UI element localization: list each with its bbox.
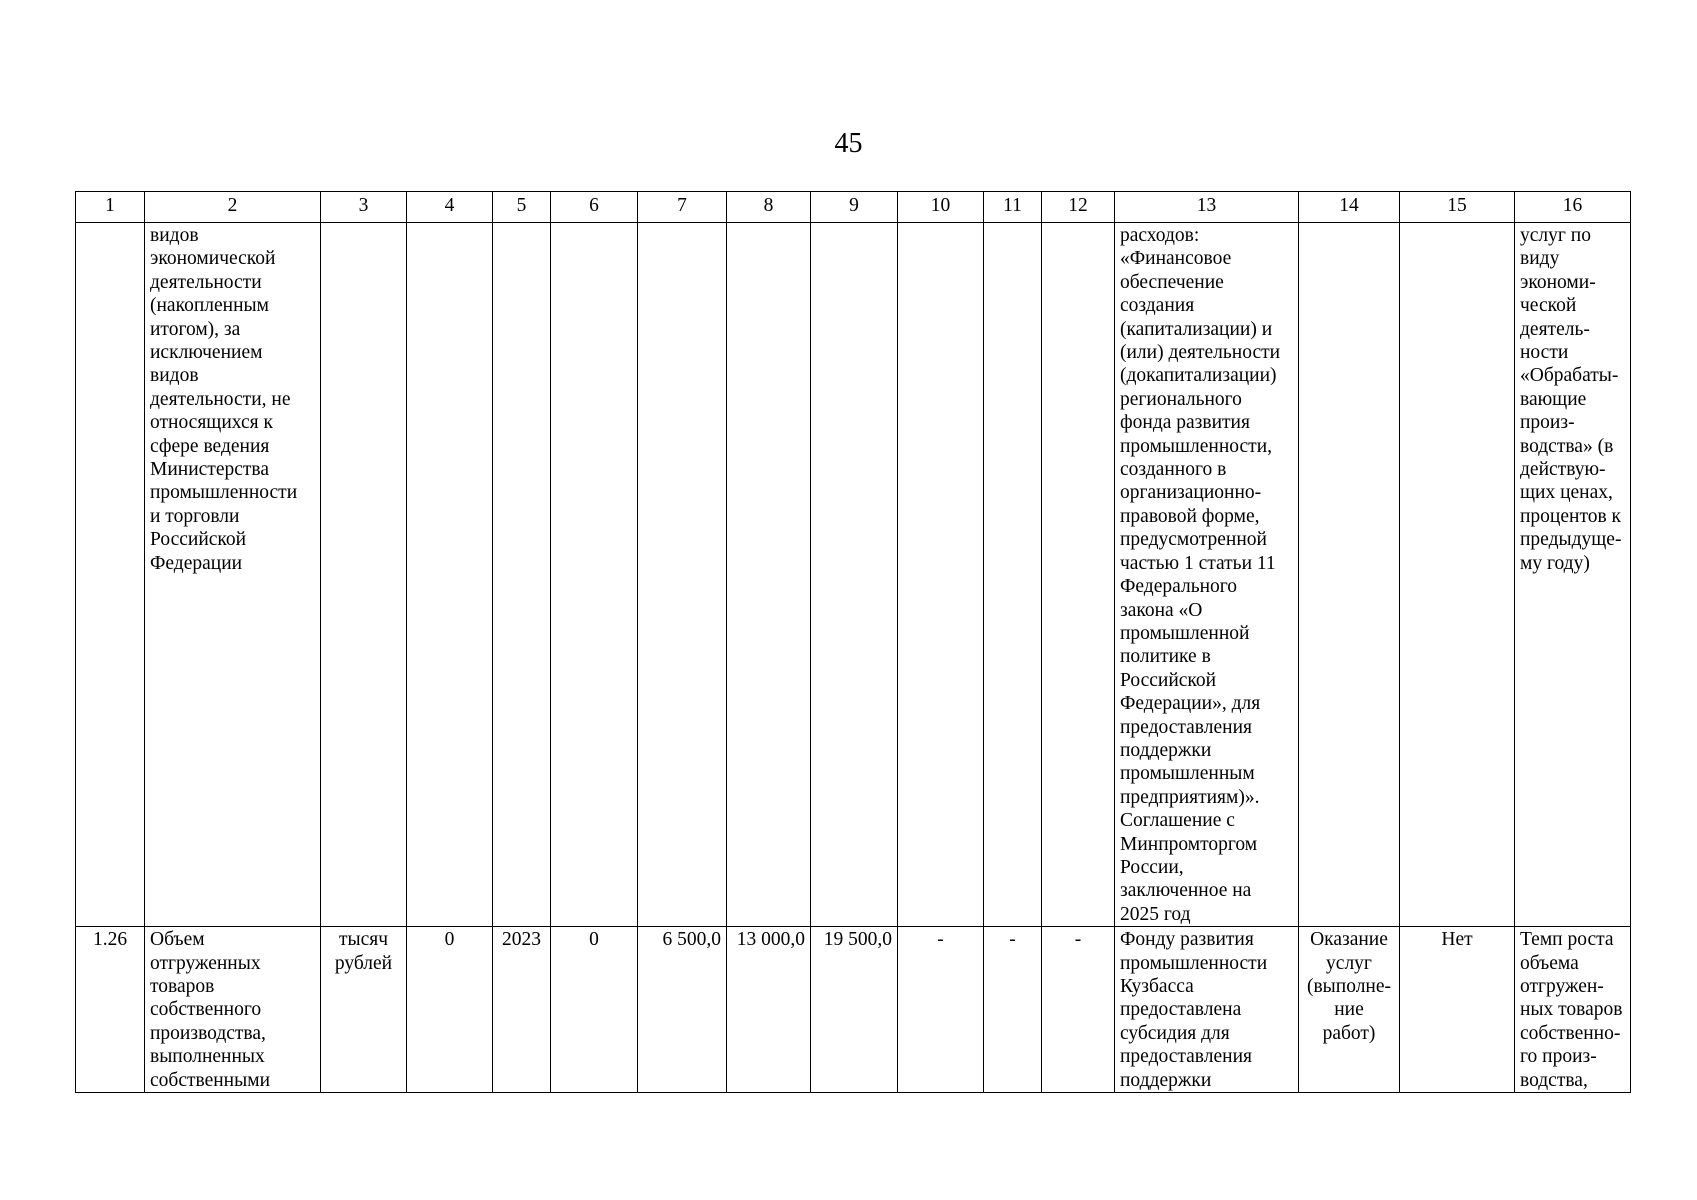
header-cell-3: 3 xyxy=(321,192,407,223)
empty-cell xyxy=(321,223,407,927)
unit-cell: тысяч рублей xyxy=(321,927,407,1093)
header-cell-12: 12 xyxy=(1042,192,1115,223)
header-cell-13: 13 xyxy=(1115,192,1299,223)
indicators-table xyxy=(75,191,1631,1093)
header-cell-7: 7 xyxy=(638,192,727,223)
header-cell-5: 5 xyxy=(493,192,551,223)
value-cell-12: - xyxy=(1042,927,1115,1093)
value-cell-10: - xyxy=(898,927,984,1093)
header-cell-1: 1 xyxy=(76,192,145,223)
empty-cell xyxy=(984,223,1042,927)
table-row-1-26 xyxy=(76,927,1631,1093)
empty-cell xyxy=(551,223,638,927)
flag-cell: Нет xyxy=(1400,927,1515,1093)
base-year-cell: 2023 xyxy=(493,927,551,1093)
value-cell-8: 13 000,0 xyxy=(727,927,811,1093)
empty-cell xyxy=(1400,223,1515,927)
value-cell-7: 6 500,0 xyxy=(638,927,727,1093)
value-cell-11: - xyxy=(984,927,1042,1093)
row-number-cell: 1.26 xyxy=(76,927,145,1093)
empty-cell xyxy=(1299,223,1400,927)
empty-cell xyxy=(727,223,811,927)
related-indicator-cell: услуг по виду экономи- ческой деятель- ности «Обрабаты- вающие произ- водства» (в действую- щих ценах, процентов к предыдуще- му году) xyxy=(1515,223,1631,927)
header-cell-6: 6 xyxy=(551,192,638,223)
header-cell-8: 8 xyxy=(727,192,811,223)
empty-cell xyxy=(407,223,493,927)
value-cell-6: 0 xyxy=(551,927,638,1093)
source-description-cell: расходов: «Финансовое обеспечение создания (капитализации) и (или) деятельности (докапитализации) регионального фонда развития промышленности, созданного в организационно- правовой форме, предусмотренной частью 1 статьи 11 Федерального закона «О промышленной политике в Российской Федерации», для предоставления поддержки промышленным предприятиям)». Соглашение с Минпромторгом России, заключенное на 2025 год xyxy=(1115,223,1299,927)
header-cell-9: 9 xyxy=(811,192,898,223)
indicator-name-cell: видов экономической деятельности (накопленным итогом), за исключением видов деятельности, не относящихся к сфере ведения Министерства промышленности и торговли Российской Федерации xyxy=(145,223,321,927)
base-value-cell: 0 xyxy=(407,927,493,1093)
related-indicator-cell: Темп роста объема отгружен- ных товаров собственно- го произ- водства, xyxy=(1515,927,1631,1093)
table-row-continuation xyxy=(76,223,1631,927)
header-cell-4: 4 xyxy=(407,192,493,223)
header-cell-10: 10 xyxy=(898,192,984,223)
header-cell-2: 2 xyxy=(145,192,321,223)
indicator-name-cell: Объем отгруженных товаров собственного производства, выполненных собственными xyxy=(145,927,321,1093)
empty-cell xyxy=(898,223,984,927)
empty-cell xyxy=(811,223,898,927)
empty-cell xyxy=(638,223,727,927)
header-cell-15: 15 xyxy=(1400,192,1515,223)
empty-cell xyxy=(1042,223,1115,927)
empty-cell xyxy=(493,223,551,927)
category-cell: Оказание услуг (выполне- ние работ) xyxy=(1299,927,1400,1093)
value-cell-9: 19 500,0 xyxy=(811,927,898,1093)
source-description-cell: Фонду развития промышленности Кузбасса предоставлена субсидия для предоставления поддержки xyxy=(1115,927,1299,1093)
header-cell-16: 16 xyxy=(1515,192,1631,223)
page-number: 45 xyxy=(834,128,863,159)
header-row xyxy=(76,192,1631,223)
header-cell-11: 11 xyxy=(984,192,1042,223)
cell-number-empty xyxy=(76,223,145,927)
header-cell-14: 14 xyxy=(1299,192,1400,223)
